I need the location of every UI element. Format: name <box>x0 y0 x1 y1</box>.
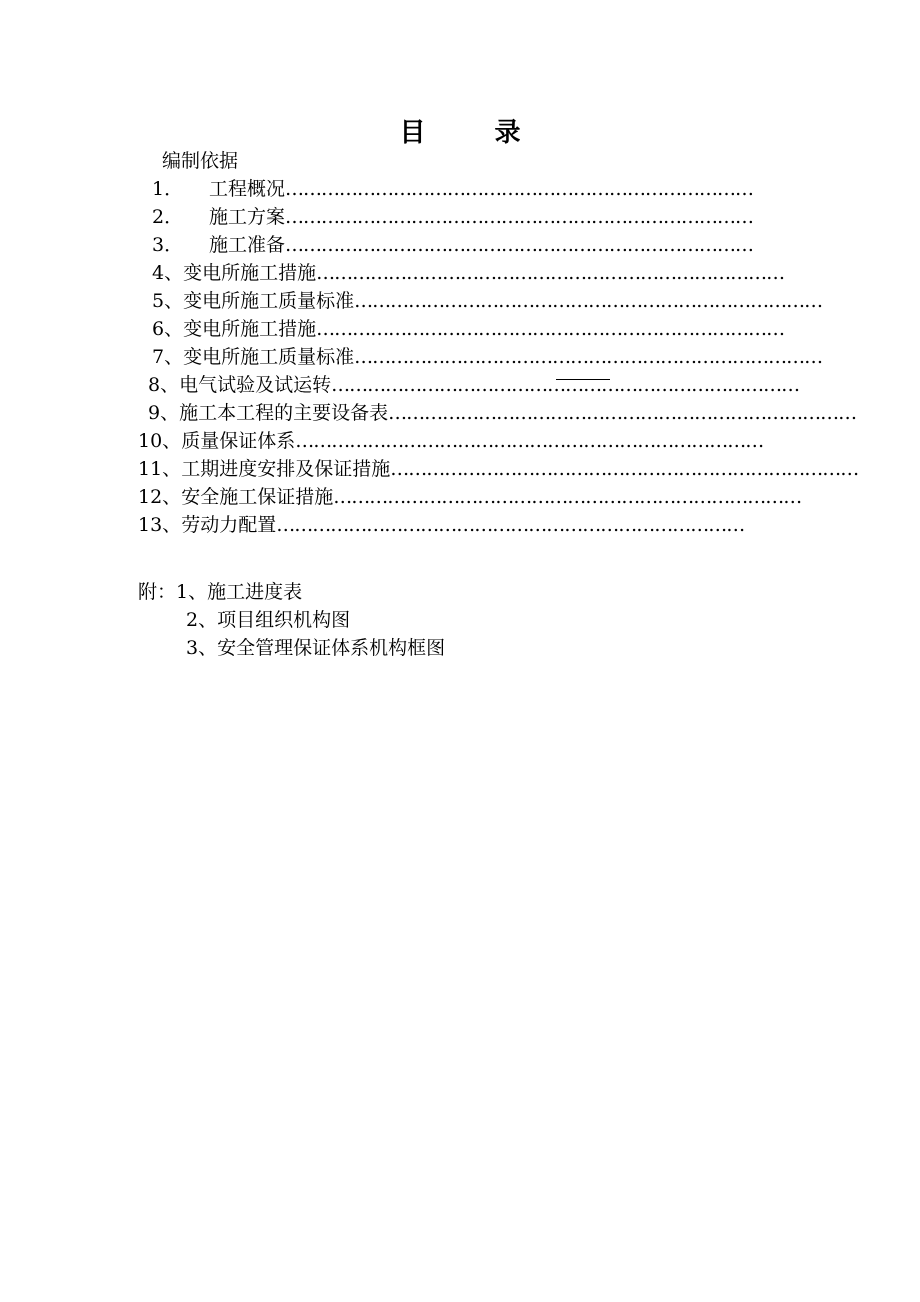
toc-number: 6、 <box>152 318 184 340</box>
toc-leader: …………………………………………………………………… <box>276 514 745 536</box>
toc-item-9 <box>148 399 857 427</box>
toc-number: 4、 <box>152 262 184 284</box>
toc-number: 5、 <box>152 290 184 312</box>
toc-item-6 <box>152 315 785 343</box>
toc-number: 13、 <box>138 514 182 536</box>
toc-text: 变电所施工措施 <box>183 262 317 284</box>
toc-text: 质量保证体系 <box>181 430 296 452</box>
underline-mark <box>556 379 610 380</box>
toc-number: 3． <box>152 234 184 256</box>
appendix-text: 3、安全管理保证体系机构框图 <box>186 637 446 659</box>
appendix-label: 附： <box>138 581 177 603</box>
toc-leader: …………………………………………………………………… <box>388 402 857 424</box>
toc-leader: …………………………………………………………………… <box>316 318 785 340</box>
toc-item-1 <box>152 175 770 203</box>
toc-number: 10、 <box>138 430 182 452</box>
toc-item-8 <box>148 371 800 399</box>
toc-leader: …………………………………………………………………… <box>354 346 823 368</box>
toc-text: 变电所施工措施 <box>183 318 317 340</box>
toc-text: 工程概况 <box>209 178 286 200</box>
appendix-item-3 <box>186 634 445 662</box>
toc-item-3 <box>152 231 770 259</box>
toc-number: 2． <box>152 206 184 228</box>
toc-leader: …………………………………………………………………… <box>285 178 754 200</box>
appendix-item-2 <box>186 606 350 634</box>
toc-leader: …………………………………………………………………… <box>354 290 823 312</box>
appendix-text: 1、施工进度表 <box>176 581 303 603</box>
toc-item-12 <box>138 483 802 511</box>
toc-item-13 <box>138 511 744 539</box>
toc-text: 电气试验及试运转 <box>179 374 332 396</box>
toc-text: 工期进度安排及保证措施 <box>181 458 391 480</box>
toc-item-4 <box>152 259 785 287</box>
toc-text: 劳动力配置 <box>181 514 277 536</box>
toc-item-10 <box>138 427 764 455</box>
toc-item-11 <box>138 455 859 483</box>
appendix-text: 2、项目组织机构图 <box>186 609 351 631</box>
toc-number: 7、 <box>152 346 184 368</box>
toc-number: 1． <box>152 178 184 200</box>
toc-leader: …………………………………………………………………… <box>331 374 800 396</box>
toc-leader: …………………………………………………………………… <box>316 262 785 284</box>
toc-item-7 <box>152 343 823 371</box>
toc-text: 施工准备 <box>209 234 286 256</box>
toc-leader: …………………………………………………………………… <box>333 486 802 508</box>
basis-label: 编制依据 <box>162 150 239 172</box>
toc-leader: …………………………………………………………………… <box>285 234 754 256</box>
toc-item-2 <box>152 203 770 231</box>
toc-leader: …………………………………………………………………… <box>295 430 764 452</box>
toc-text: 安全施工保证措施 <box>181 486 334 508</box>
toc-item-5 <box>152 287 823 315</box>
toc-number: 8、 <box>148 374 180 396</box>
toc-leader: …………………………………………………………………… <box>390 458 859 480</box>
toc-leader: …………………………………………………………………… <box>285 206 754 228</box>
basis-heading <box>162 147 238 175</box>
toc-text: 变电所施工质量标准 <box>183 290 355 312</box>
toc-text: 变电所施工质量标准 <box>183 346 355 368</box>
toc-number: 9、 <box>148 402 180 424</box>
toc-text: 施工方案 <box>209 206 286 228</box>
appendix-item-1 <box>138 578 302 606</box>
page-title: 目 录 <box>399 118 551 148</box>
toc-number: 11、 <box>138 458 182 480</box>
toc-text: 施工本工程的主要设备表 <box>179 402 389 424</box>
toc-number: 12、 <box>138 486 182 508</box>
